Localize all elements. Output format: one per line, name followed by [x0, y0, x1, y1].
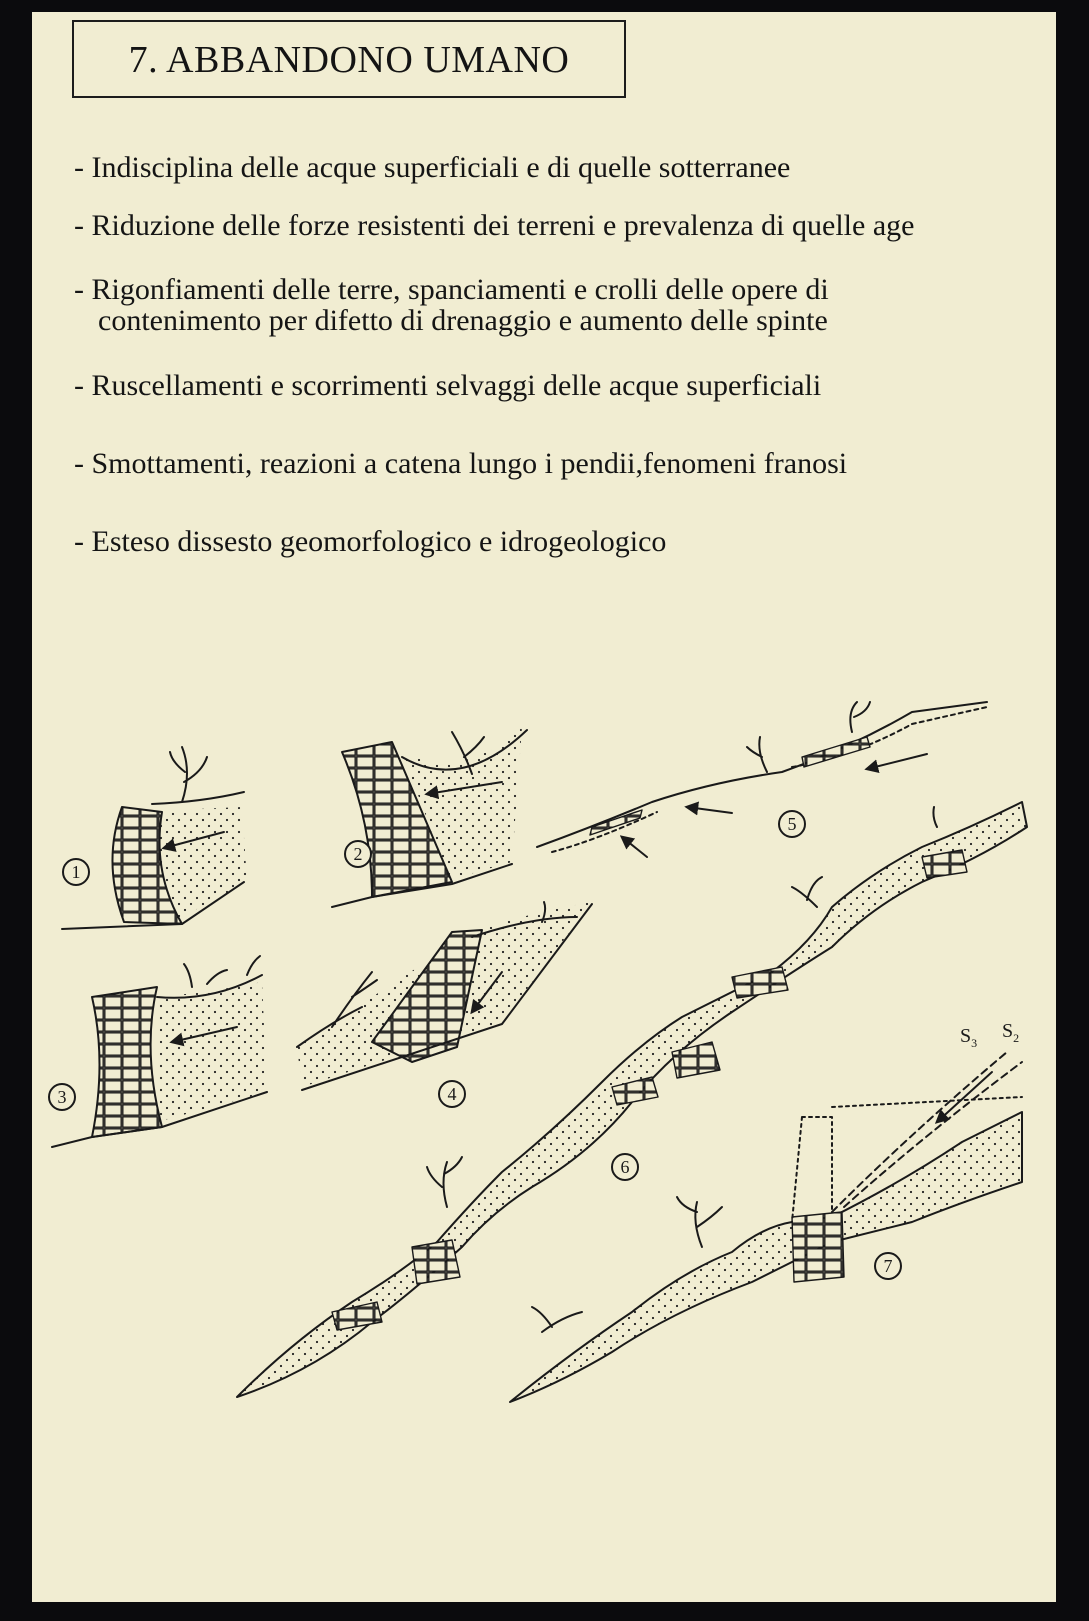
- bullet-text: Riduzione delle forze resistenti dei terreni e prevalenza di quelle age: [91, 209, 915, 242]
- bullet-dash: -: [74, 151, 92, 184]
- sketch-4-slope-wall: [297, 902, 592, 1090]
- bullet-text: Ruscellamenti e scorrimenti selvaggi delle acque superficiali: [91, 369, 822, 402]
- bullet-dash: -: [74, 273, 92, 306]
- sketch-3-retaining-wall: [52, 956, 267, 1147]
- bullet-dash: -: [74, 525, 92, 558]
- sketch-2-retaining-wall: [332, 727, 527, 907]
- page-title: 7. ABBANDONO UMANO: [128, 39, 570, 81]
- bullet-dash: -: [74, 209, 92, 242]
- figure-label-6: 6: [620, 1157, 630, 1177]
- sketch-5-eroded-slope: [537, 702, 987, 857]
- bullet-text: Smottamenti, reazioni a catena lungo i pendii,fenomeni franosi: [91, 447, 848, 480]
- bullet-dash: -: [74, 447, 92, 480]
- figure-label-4: 4: [447, 1084, 457, 1104]
- figure-label-3: 3: [57, 1087, 67, 1107]
- bullet-dash: -: [74, 369, 92, 402]
- slip-surface-label-s2: $S_2$: [1002, 1020, 1020, 1045]
- figure-label-1: 1: [71, 862, 81, 882]
- figure-label-2: 2: [353, 844, 363, 864]
- sketch-1-retaining-wall: [62, 747, 247, 929]
- bullet-text: Indisciplina delle acque superficiali e di quelle sotterranee: [91, 151, 791, 184]
- bullet-text: Rigonfiamenti delle terre, spanciamenti e crolli delle opere di: [91, 273, 829, 306]
- bullet-text-continued: contenimento per difetto di drenaggio e aumento delle spinte: [98, 304, 828, 337]
- figure-label-7: 7: [883, 1256, 893, 1276]
- document-sheet: [32, 12, 1056, 1602]
- figure-label-5: 5: [787, 814, 797, 834]
- slip-surface-label-s3: $S_3$: [960, 1025, 978, 1050]
- bullet-text: Esteso dissesto geomorfologico e idrogeologico: [91, 525, 667, 558]
- sketch-6-landslide-chain: [237, 802, 1027, 1397]
- landslide-sketch-figure: [32, 12, 1056, 1602]
